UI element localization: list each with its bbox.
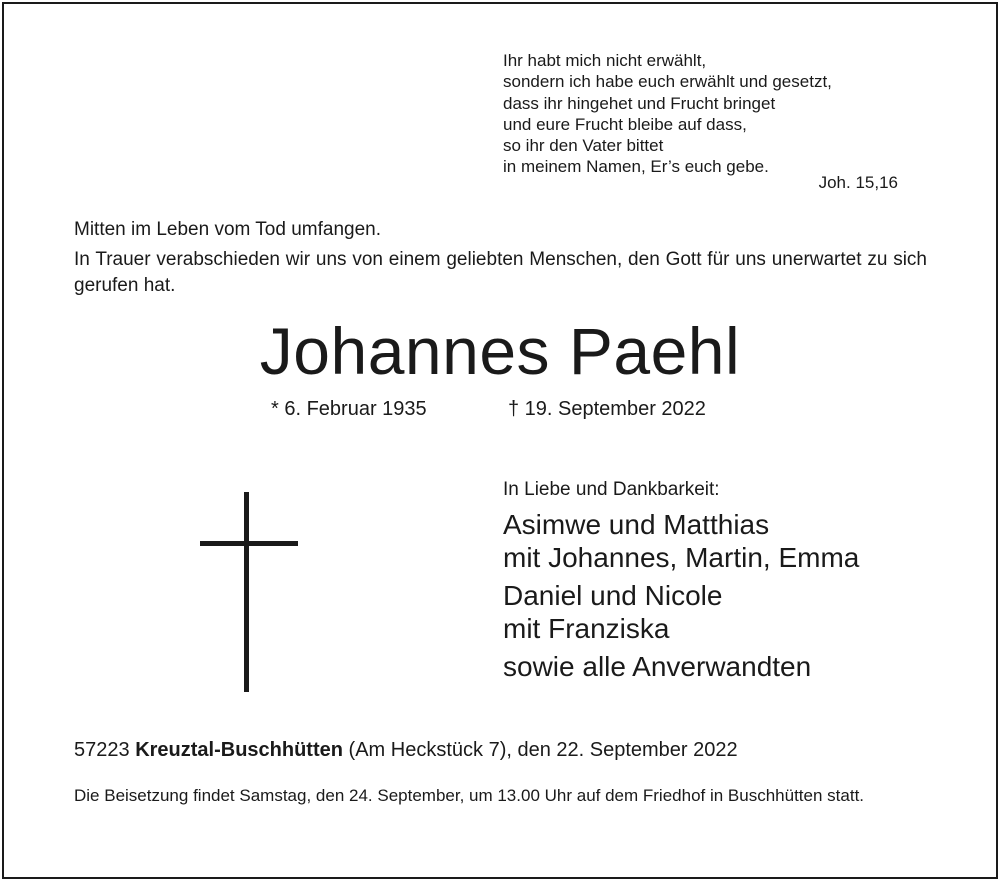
mourner-group: [503, 579, 859, 645]
mourner-group: [503, 508, 859, 574]
place-and-date: [74, 739, 738, 762]
verse-line: und eure Frucht bleibe auf dass,: [503, 114, 747, 134]
burial-notice: Die Beisetzung findet Samstag, den 24. September, um 13.00 Uhr auf dem Friedhof in Buschhütten statt.: [74, 786, 865, 805]
birth-date: * 6. Februar 1935: [271, 398, 427, 420]
mourners-intro: In Liebe und Dankbarkeit:: [503, 479, 720, 500]
mourner-line: mit Franziska: [503, 613, 670, 644]
mourners-list: [503, 508, 859, 688]
mourner-line: sowie alle Anverwandten: [503, 651, 812, 682]
verse-reference: Joh. 15,16: [818, 173, 898, 192]
intro-line: Mitten im Leben vom Tod umfangen.: [74, 219, 381, 240]
address-and-date: (Am Heckstück 7), den 22. September 2022: [348, 739, 738, 761]
verse-line: so ihr den Vater bittet: [503, 136, 664, 156]
intro-paragraph: In Trauer verabschieden wir uns von einem geliebten Menschen, den Gott für uns unerwartet zu sich gerufen hat.: [74, 249, 927, 296]
cross-vertical-bar: [244, 492, 249, 692]
verse-line: Ihr habt mich nicht erwählt,: [503, 51, 707, 70]
death-date: † 19. September 2022: [508, 398, 706, 420]
verse-line: dass ihr hingehet und Frucht bringet: [503, 93, 776, 113]
mourner-line: Asimwe und Matthias: [503, 509, 770, 540]
town: Kreuztal-Buschhütten: [135, 739, 343, 761]
deceased-name: Johannes Paehl: [259, 314, 741, 388]
postcode: 57223: [74, 739, 130, 761]
verse-line: sondern ich habe euch erwählt und gesetzt,: [503, 72, 832, 92]
mourner-line: mit Johannes, Martin, Emma: [503, 542, 860, 573]
verse-line: in meinem Namen, Er’s euch gebe.: [503, 157, 769, 177]
mourner-line: Daniel und Nicole: [503, 580, 723, 611]
cross-horizontal-bar: [200, 541, 298, 546]
mourner-group: [503, 650, 859, 683]
bible-verse: [503, 50, 832, 178]
